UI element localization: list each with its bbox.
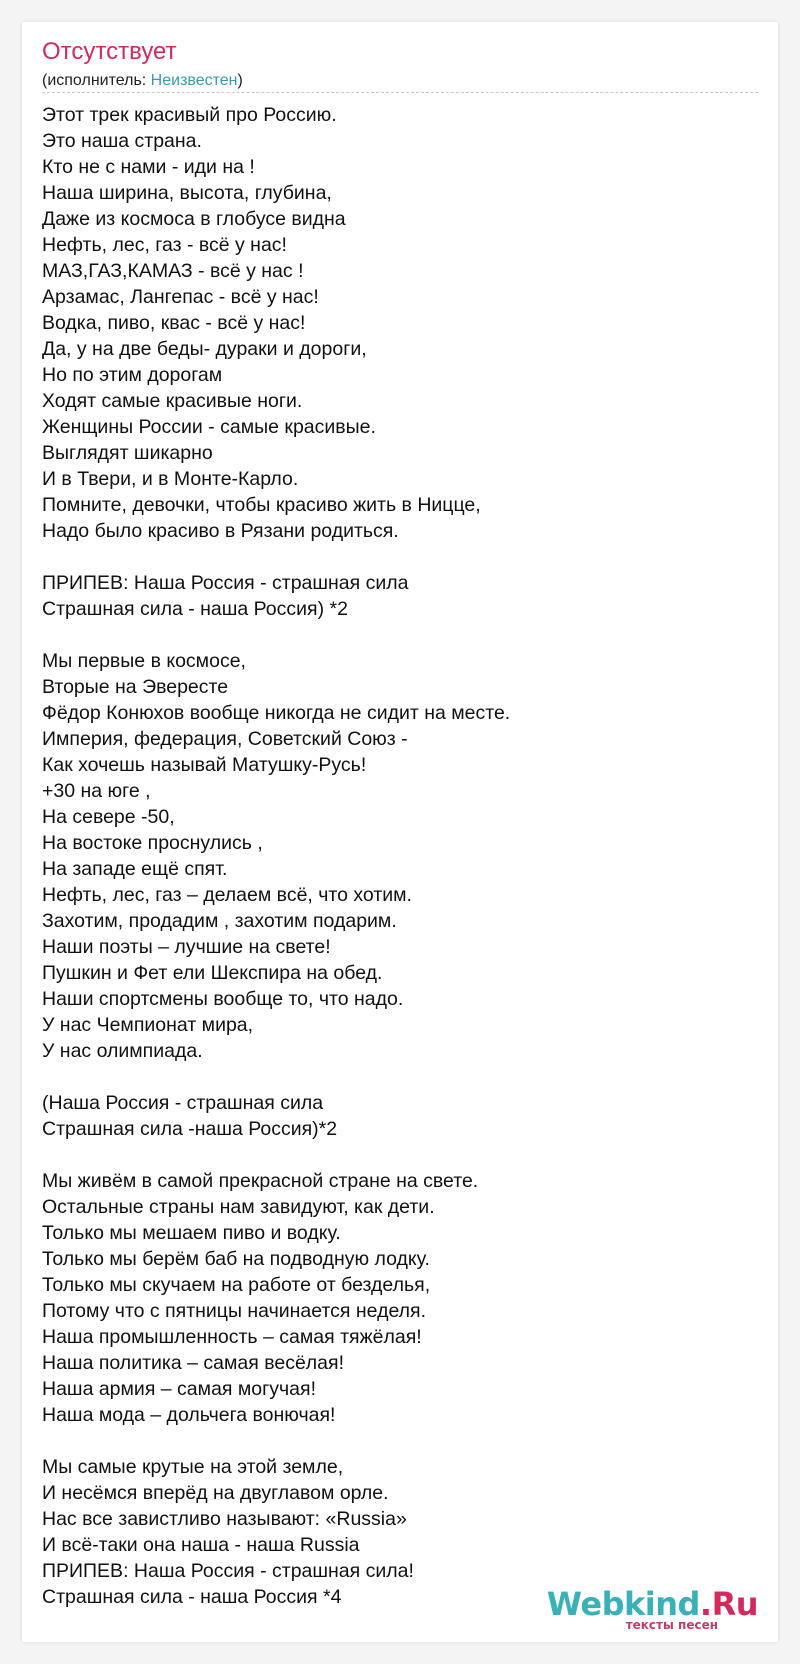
lyric-blank-line [42, 544, 762, 570]
lyric-line: Только мы скучаем на работе от безделья, [42, 1274, 431, 1296]
lyric-line: Выглядят шикарно [42, 442, 213, 464]
site-logo[interactable] [546, 1585, 758, 1632]
lyric-line: МАЗ,ГАЗ,КАМАЗ - всё у нас ! [42, 260, 304, 282]
lyric-line: Мы живём в самой прекрасной стране на свете. [42, 1170, 479, 1192]
lyric-blank-line [42, 1428, 762, 1454]
lyric-line: На востоке проснулись , [42, 832, 263, 854]
lyric-line: Кто не с нами - иди на ! [42, 156, 255, 178]
lyric-line: Нефть, лес, газ - всё у нас! [42, 234, 287, 256]
lyric-line: Наша мода – дольчега вонючая! [42, 1404, 336, 1426]
logo-wordmark [546, 1585, 758, 1623]
lyric-line: Империя, федерация, Советский Союз - [42, 728, 408, 750]
lyric-line: Вторые на Эвересте [42, 676, 229, 698]
lyric-line: Наша промышленность – самая тяжёлая! [42, 1326, 422, 1348]
lyrics-text [42, 102, 762, 1610]
lyric-line: На севере -50, [42, 806, 175, 828]
lyric-line: Нефть, лес, газ – делаем всё, что хотим. [42, 884, 412, 906]
lyric-line: Да, у на две беды- дураки и дороги, [42, 338, 367, 360]
lyric-line: Наши поэты – лучшие на свете! [42, 936, 331, 958]
lyric-line: Только мы берём баб на подводную лодку. [42, 1248, 430, 1270]
lyric-line: Пушкин и Фет ели Шекспира на обед. [42, 962, 383, 984]
lyric-blank-line [42, 622, 762, 648]
lyric-line: Страшная сила - наша Россия) *2 [42, 598, 348, 620]
lyric-line: Захотим, продадим , захотим подарим. [42, 910, 397, 932]
lyric-line: На западе ещё спят. [42, 858, 228, 880]
lyric-line: И в Твери, и в Монте-Карло. [42, 468, 299, 490]
song-title: Отсутствует [42, 38, 177, 65]
logo-tld: .Ru [699, 1585, 758, 1623]
lyric-line: Только мы мешаем пиво и водку. [42, 1222, 341, 1244]
lyric-line: ПРИПЕВ: Наша Россия - страшная сила [42, 572, 409, 594]
lyric-line: У нас олимпиада. [42, 1040, 203, 1062]
artist-line [42, 73, 243, 89]
lyric-line: Помните, девочки, чтобы красиво жить в Ницце, [42, 494, 481, 516]
lyric-line: Страшная сила -наша Россия)*2 [42, 1118, 338, 1140]
lyric-line: Этот трек красивый про Россию. [42, 104, 337, 126]
lyric-line: Наша армия – самая могучая! [42, 1378, 316, 1400]
logo-tagline: тексты песен [625, 1618, 718, 1632]
lyric-line: Наши спортсмены вообще то, что надо. [42, 988, 404, 1010]
lyric-line: Мы самые крутые на этой земле, [42, 1456, 344, 1478]
lyric-line: Но по этим дорогам [42, 364, 223, 386]
lyric-line: Надо было красиво в Рязани родиться. [42, 520, 399, 542]
artist-prefix: (исполнитель: [42, 72, 151, 89]
lyric-line: Страшная сила - наша Россия *4 [42, 1586, 342, 1608]
lyric-blank-line [42, 1064, 762, 1090]
artist-suffix: ) [237, 72, 243, 89]
lyric-line: Это наша страна. [42, 130, 202, 152]
lyric-line: Потому что с пятницы начинается неделя. [42, 1300, 427, 1322]
lyric-blank-line [42, 1142, 762, 1168]
lyric-line: Нас все завистливо называют: «Russia» [42, 1508, 407, 1530]
lyric-line: Наша политика – самая весёлая! [42, 1352, 344, 1374]
lyric-line: Водка, пиво, квас - всё у нас! [42, 312, 306, 334]
lyric-line: Мы первые в космосе, [42, 650, 246, 672]
artist-link[interactable]: Неизвестен [150, 72, 238, 89]
lyric-line: И несёмся вперёд на двуглавом орле. [42, 1482, 389, 1504]
lyric-line: (Наша Россия - страшная сила [42, 1092, 324, 1114]
lyric-line: Остальные страны нам завидуют, как дети. [42, 1196, 435, 1218]
logo-brand: Webkind [546, 1585, 700, 1623]
lyric-line: Даже из космоса в глобусе видна [42, 208, 346, 230]
lyric-line: И всё-таки она наша - наша Russia [42, 1534, 360, 1556]
lyric-line: Наша ширина, высота, глубина, [42, 182, 332, 204]
header-divider [42, 92, 758, 93]
lyric-line: У нас Чемпионат мира, [42, 1014, 254, 1036]
lyrics-card [22, 22, 778, 1642]
lyric-line: Фёдор Конюхов вообще никогда не сидит на месте. [42, 702, 511, 724]
lyric-line: Женщины России - самые красивые. [42, 416, 376, 438]
lyric-line: ПРИПЕВ: Наша Россия - страшная сила! [42, 1560, 414, 1582]
lyric-line: Как хочешь называй Матушку-Русь! [42, 754, 367, 776]
lyric-line: Арзамас, Лангепас - всё у нас! [42, 286, 319, 308]
lyric-line: Ходят самые красивые ноги. [42, 390, 303, 412]
lyric-line: +30 на юге , [42, 780, 151, 802]
